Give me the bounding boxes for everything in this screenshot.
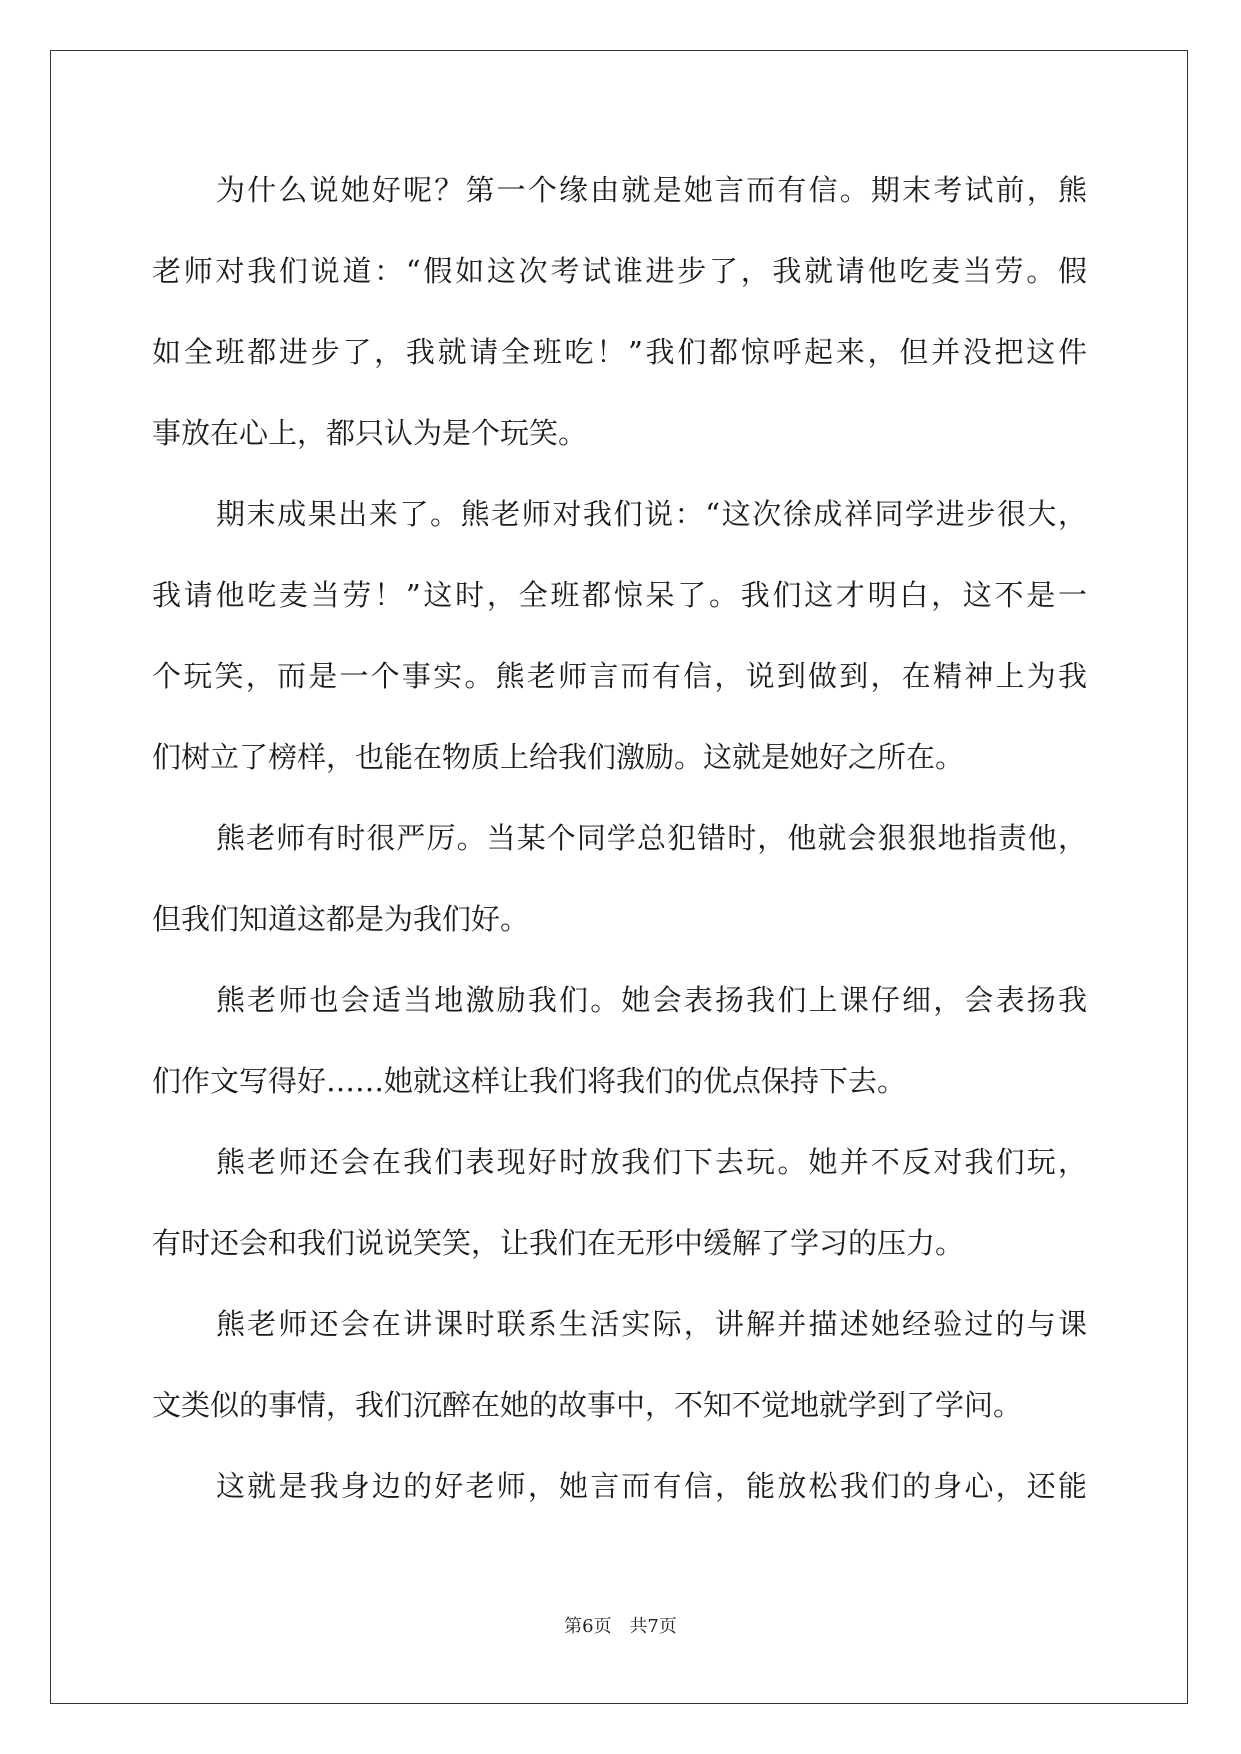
text-line: 为什么说她好呢？第一个缘由就是她言而有信。期末考试前，熊 [216,173,1087,207]
text-line: 但我们知道这都是为我们好。 [152,902,530,936]
text-line: 们作文写得好……她就这样让我们将我们的优点保持下去。 [152,1064,907,1098]
page-number: 第6页 [564,1616,612,1637]
text-line: 期末成果出来了。熊老师对我们说：“这次徐成祥同学进步很大， [216,497,1087,531]
text-line: 熊老师有时很严厉。当某个同学总犯错时，他就会狠狠地指责他， [216,821,1087,855]
text-line: 熊老师还会在讲课时联系生活实际，讲解并描述她经验过的与课 [216,1307,1087,1341]
page-footer [0,1612,1241,1638]
text-line: 如全班都进步了，我就请全班吃！”我们都惊呼起来，但并没把这件 [152,335,1087,369]
document-body [152,150,1087,1527]
text-line: 文类似的事情，我们沉醉在她的故事中，不知不觉地就学到了学问。 [152,1388,1023,1422]
text-line: 事放在心上，都只认为是个玩笑。 [152,416,588,450]
text-line: 这就是我身边的好老师，她言而有信，能放松我们的身心，还能 [216,1469,1087,1503]
text-line: 老师对我们说道：“假如这次考试谁进步了，我就请他吃麦当劳。假 [152,254,1087,288]
text-line: 我请他吃麦当劳！”这时，全班都惊呆了。我们这才明白，这不是一 [152,578,1087,612]
text-line: 们树立了榜样，也能在物质上给我们激励。这就是她好之所在。 [152,740,965,774]
text-line: 有时还会和我们说说笑笑，让我们在无形中缓解了学习的压力。 [152,1226,965,1260]
text-line: 熊老师还会在我们表现好时放我们下去玩。她并不反对我们玩， [216,1145,1087,1179]
page-total: 共7页 [629,1616,677,1637]
text-line: 熊老师也会适当地激励我们。她会表扬我们上课仔细，会表扬我 [216,983,1087,1017]
text-line: 个玩笑，而是一个事实。熊老师言而有信，说到做到，在精神上为我 [152,659,1087,693]
